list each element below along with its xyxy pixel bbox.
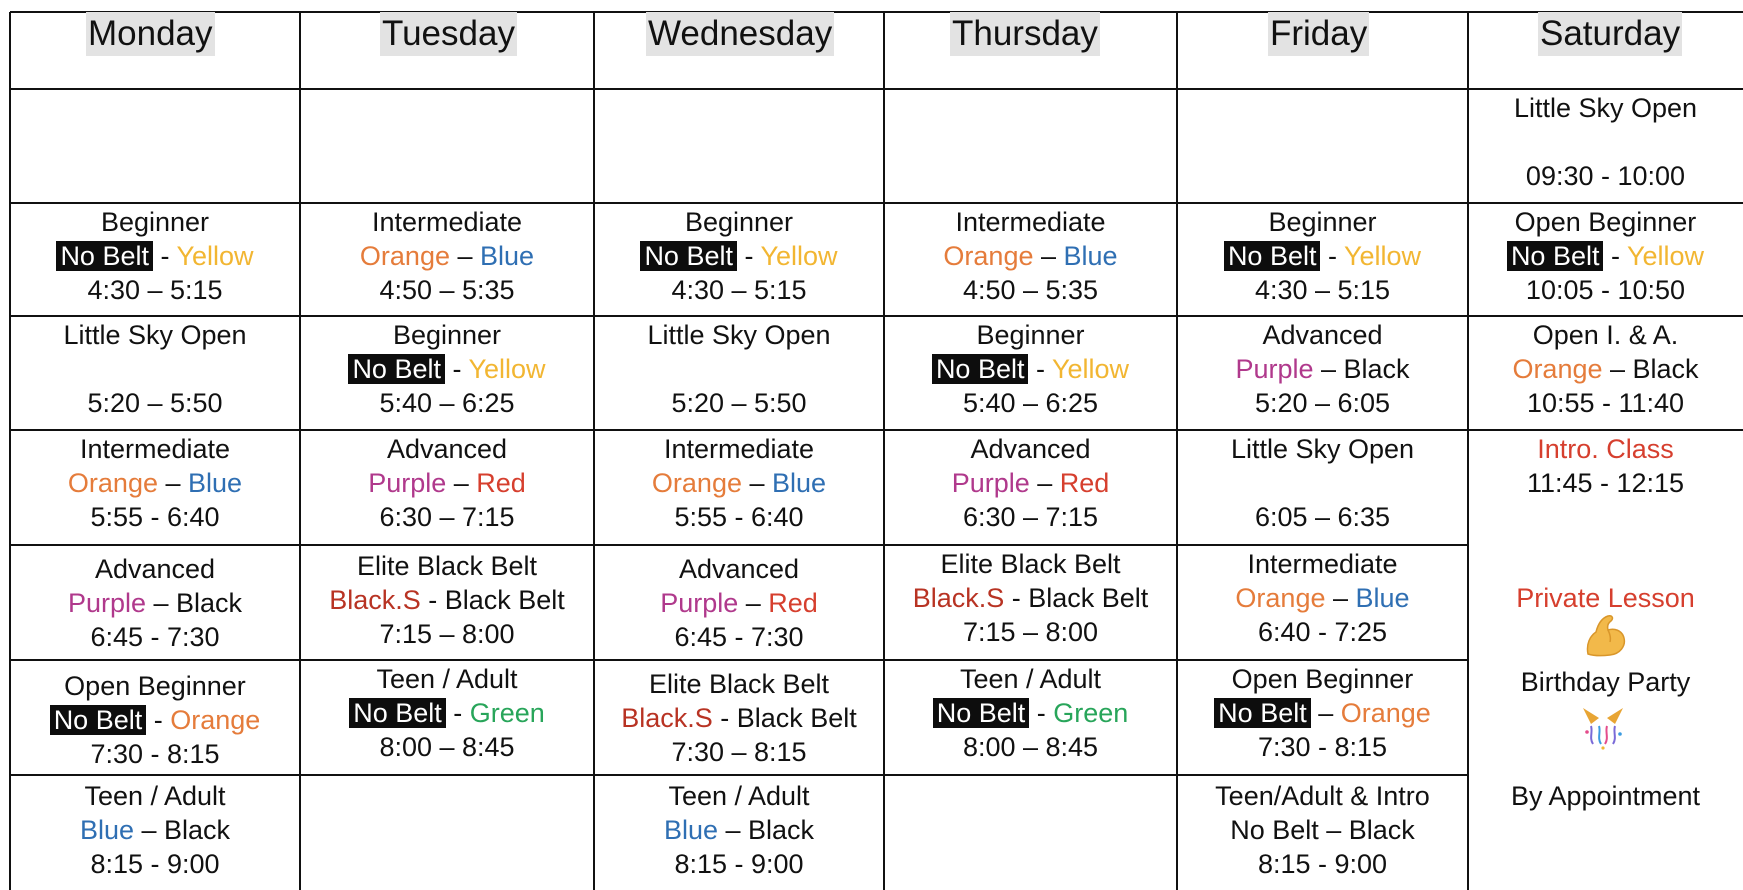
belt-from: Orange: [1235, 583, 1326, 613]
class-cell: [594, 318, 884, 420]
private-lesson-text: Private Lesson: [1516, 583, 1695, 613]
belt-to: Red: [768, 588, 818, 618]
belt-separator: -: [1320, 241, 1344, 271]
belt-separator: –: [133, 815, 165, 845]
belt-separator: –: [1029, 468, 1060, 498]
belt-from: No Belt: [348, 354, 445, 384]
belt-separator: -: [1029, 698, 1054, 728]
class-cell: [1468, 91, 1743, 193]
day-header-tuesday: Tuesday: [380, 12, 517, 56]
belt-to: Black: [1632, 354, 1699, 384]
class-time: 09:30 - 10:00: [1525, 161, 1686, 191]
belt-separator: -: [445, 698, 470, 728]
class-title: Advanced: [386, 434, 508, 464]
class-cell: [300, 318, 594, 420]
class-title: Teen / Adult: [84, 781, 226, 811]
belt-from: Purple: [368, 468, 447, 498]
class-time: 11:45 - 12:15: [1526, 468, 1685, 498]
belt-from: Orange: [943, 241, 1034, 271]
class-title: Intermediate: [955, 207, 1106, 237]
belt-separator: –: [449, 241, 481, 271]
class-title: Teen/Adult & Intro: [1215, 781, 1430, 811]
class-time: 5:40 – 6:25: [962, 388, 1099, 418]
class-time: 8:00 – 8:45: [379, 732, 515, 762]
class-time: 5:55 - 6:40: [674, 502, 804, 532]
belt-from: Orange: [1512, 354, 1603, 384]
class-title: Beginner: [100, 207, 210, 237]
class-cell: [10, 432, 300, 534]
class-cell: [300, 205, 594, 307]
class-time: 7:15 – 8:00: [379, 619, 515, 649]
class-title: Beginner: [1268, 207, 1377, 237]
class-cell: [1177, 779, 1468, 881]
class-time: 4:50 – 5:35: [379, 275, 515, 305]
belt-separator: -: [1603, 241, 1627, 271]
class-title: Intermediate: [1247, 549, 1398, 579]
class-cell: [884, 662, 1177, 764]
belt-range: No Belt – Black: [1230, 815, 1415, 845]
belt-from: No Belt: [932, 354, 1029, 384]
belt-from: Black.S: [329, 585, 421, 615]
day-header-wednesday: Wednesday: [646, 12, 834, 56]
class-time: 4:30 – 5:15: [87, 275, 223, 305]
belt-to: Red: [1059, 468, 1110, 498]
class-time: 6:40 - 7:25: [1257, 617, 1388, 647]
class-cell: [10, 205, 300, 307]
class-cell: [300, 662, 594, 764]
belt-separator: –: [1602, 354, 1633, 384]
class-title: Elite Black Belt: [356, 551, 538, 581]
class-title: Elite Black Belt: [940, 549, 1121, 579]
class-title: Intermediate: [79, 434, 231, 464]
belt-separator: –: [446, 468, 477, 498]
class-cell: [1468, 432, 1743, 500]
day-header-monday: Monday: [86, 12, 215, 56]
belt-separator: -: [444, 354, 469, 384]
class-title: Open I. & A.: [1532, 320, 1679, 350]
belt-from: Black.S: [912, 583, 1005, 613]
belt-separator: –: [717, 815, 749, 845]
class-title: Little Sky Open: [1513, 93, 1698, 123]
belt-to: Black Belt: [1028, 583, 1149, 613]
class-title: Advanced: [970, 434, 1091, 464]
belt-to: Black Belt: [444, 585, 565, 615]
belt-to: Black: [748, 815, 815, 845]
belt-to: Green: [469, 698, 545, 728]
class-time: 6:30 – 7:15: [962, 502, 1099, 532]
class-cell: [300, 549, 594, 651]
class-time: 7:30 – 8:15: [671, 737, 807, 767]
class-title: Advanced: [1262, 320, 1383, 350]
class-title: Teen / Adult: [376, 664, 518, 694]
class-title: Intro. Class: [1537, 434, 1674, 464]
class-title: Elite Black Belt: [648, 669, 830, 699]
class-cell: [594, 432, 884, 534]
class-time: 5:20 – 5:50: [671, 388, 807, 418]
belt-from: Blue: [79, 815, 134, 845]
belt-separator: -: [1004, 583, 1029, 613]
belt-separator: -: [712, 703, 737, 733]
belt-from: No Belt: [56, 241, 153, 271]
belt-to: Black: [176, 588, 243, 618]
class-title: Beginner: [392, 320, 502, 350]
class-cell: [594, 552, 884, 654]
belt-from: Purple: [951, 468, 1030, 498]
belt-to: Yellow: [1344, 241, 1422, 271]
belt-from: No Belt: [1507, 241, 1604, 271]
belt-to: Yellow: [176, 241, 254, 271]
belt-to: Blue: [480, 241, 535, 271]
day-header-friday: Friday: [1268, 12, 1369, 56]
class-cell: [10, 669, 300, 771]
class-time: 10:55 - 11:40: [1526, 388, 1685, 418]
belt-from: No Belt: [933, 698, 1030, 728]
belt-to: Orange: [170, 705, 261, 735]
class-title: Teen / Adult: [668, 781, 810, 811]
belt-to: Yellow: [760, 241, 838, 271]
belt-to: Black: [164, 815, 231, 845]
class-title: Open Beginner: [1514, 207, 1697, 237]
class-time: 6:45 - 7:30: [90, 622, 220, 652]
day-header-saturday: Saturday: [1538, 12, 1682, 56]
belt-from: Orange: [359, 241, 450, 271]
class-cell: [10, 552, 300, 654]
class-cell: [1177, 547, 1468, 649]
class-time: 8:15 - 9:00: [674, 849, 804, 879]
belt-to: Blue: [772, 468, 827, 498]
flexed-biceps-icon: [1580, 610, 1630, 660]
class-title: Little Sky Open: [1230, 434, 1415, 464]
class-time: 10:05 - 10:50: [1525, 275, 1686, 305]
belt-to: Yellow: [468, 354, 546, 384]
belt-separator: –: [145, 588, 177, 618]
class-cell: [884, 205, 1177, 307]
class-title: Advanced: [678, 554, 800, 584]
class-time: 4:50 – 5:35: [962, 275, 1099, 305]
class-time: 4:30 – 5:15: [671, 275, 807, 305]
class-title: Intermediate: [371, 207, 523, 237]
belt-to: Green: [1053, 698, 1129, 728]
belt-to: Red: [476, 468, 526, 498]
class-time: 5:20 – 5:50: [87, 388, 223, 418]
belt-separator: -: [736, 241, 761, 271]
class-time: 6:30 – 7:15: [379, 502, 515, 532]
class-time: 7:30 - 8:15: [90, 739, 220, 769]
class-cell: [884, 547, 1177, 649]
class-cell: [1468, 205, 1743, 307]
class-cell: [594, 205, 884, 307]
belt-to: Yellow: [1052, 354, 1130, 384]
belt-from: Blue: [663, 815, 718, 845]
class-title: Open Beginner: [1231, 664, 1414, 694]
belt-from: Purple: [67, 588, 146, 618]
class-time: 6:45 - 7:30: [674, 622, 804, 652]
class-cell: [1177, 318, 1468, 420]
belt-to: Blue: [1063, 241, 1118, 271]
class-time: 7:15 – 8:00: [962, 617, 1099, 647]
belt-to: Yellow: [1627, 241, 1705, 271]
belt-separator: –: [738, 588, 769, 618]
class-cell: [1177, 205, 1468, 307]
belt-separator: -: [152, 241, 177, 271]
belt-from: Purple: [1235, 354, 1314, 384]
class-cell: [884, 318, 1177, 420]
class-cell: [1177, 662, 1468, 764]
class-title: Intermediate: [663, 434, 815, 464]
belt-separator: -: [146, 705, 171, 735]
belt-from: No Belt: [1214, 698, 1311, 728]
belt-separator: –: [1033, 241, 1064, 271]
belt-to: Orange: [1340, 698, 1431, 728]
class-time: 5:55 - 6:40: [90, 502, 220, 532]
class-title: Open Beginner: [64, 671, 246, 701]
class-time: 5:20 – 6:05: [1254, 388, 1391, 418]
class-cell: [1468, 318, 1743, 420]
class-title: Little Sky Open: [647, 320, 831, 350]
class-title: Teen / Adult: [959, 664, 1102, 694]
belt-separator: –: [157, 468, 189, 498]
class-cell: [10, 318, 300, 420]
class-title: Little Sky Open: [63, 320, 247, 350]
belt-separator: –: [1313, 354, 1344, 384]
by-appointment-label: [1468, 779, 1743, 813]
party-popper-icon: [1577, 702, 1629, 750]
class-cell: [1177, 432, 1468, 534]
class-title: Advanced: [94, 554, 216, 584]
belt-from: Orange: [651, 468, 742, 498]
class-title: Beginner: [976, 320, 1085, 350]
day-header-thursday: Thursday: [950, 12, 1100, 56]
class-time: 4:30 – 5:15: [1254, 275, 1391, 305]
class-cell: [884, 432, 1177, 534]
class-cell: [594, 667, 884, 769]
belt-separator: -: [420, 585, 445, 615]
class-time: 8:00 – 8:45: [962, 732, 1099, 762]
belt-to: Blue: [1355, 583, 1410, 613]
birthday-party-label: [1468, 665, 1743, 699]
by-appointment-text: By Appointment: [1510, 781, 1701, 811]
belt-from: No Belt: [640, 241, 737, 271]
belt-from: Purple: [660, 588, 739, 618]
belt-separator: –: [1310, 698, 1341, 728]
class-cell: [594, 779, 884, 881]
belt-from: Black.S: [621, 703, 713, 733]
class-time: 8:15 - 9:00: [90, 849, 220, 879]
belt-separator: –: [741, 468, 773, 498]
belt-to: Blue: [188, 468, 243, 498]
belt-from: No Belt: [1224, 241, 1321, 271]
class-time: 6:05 – 6:35: [1254, 502, 1391, 532]
belt-separator: -: [1028, 354, 1052, 384]
class-cell: [300, 432, 594, 534]
birthday-party-text: Birthday Party: [1520, 667, 1691, 697]
class-time: 8:15 - 9:00: [1257, 849, 1388, 879]
belt-to: Black Belt: [736, 703, 857, 733]
belt-from: No Belt: [349, 698, 446, 728]
class-title: Beginner: [684, 207, 794, 237]
class-time: 7:30 - 8:15: [1257, 732, 1388, 762]
belt-to: Black: [1343, 354, 1410, 384]
class-cell: [10, 779, 300, 881]
belt-from: Orange: [67, 468, 158, 498]
class-time: 5:40 – 6:25: [379, 388, 515, 418]
belt-from: No Belt: [50, 705, 147, 735]
belt-separator: –: [1325, 583, 1356, 613]
